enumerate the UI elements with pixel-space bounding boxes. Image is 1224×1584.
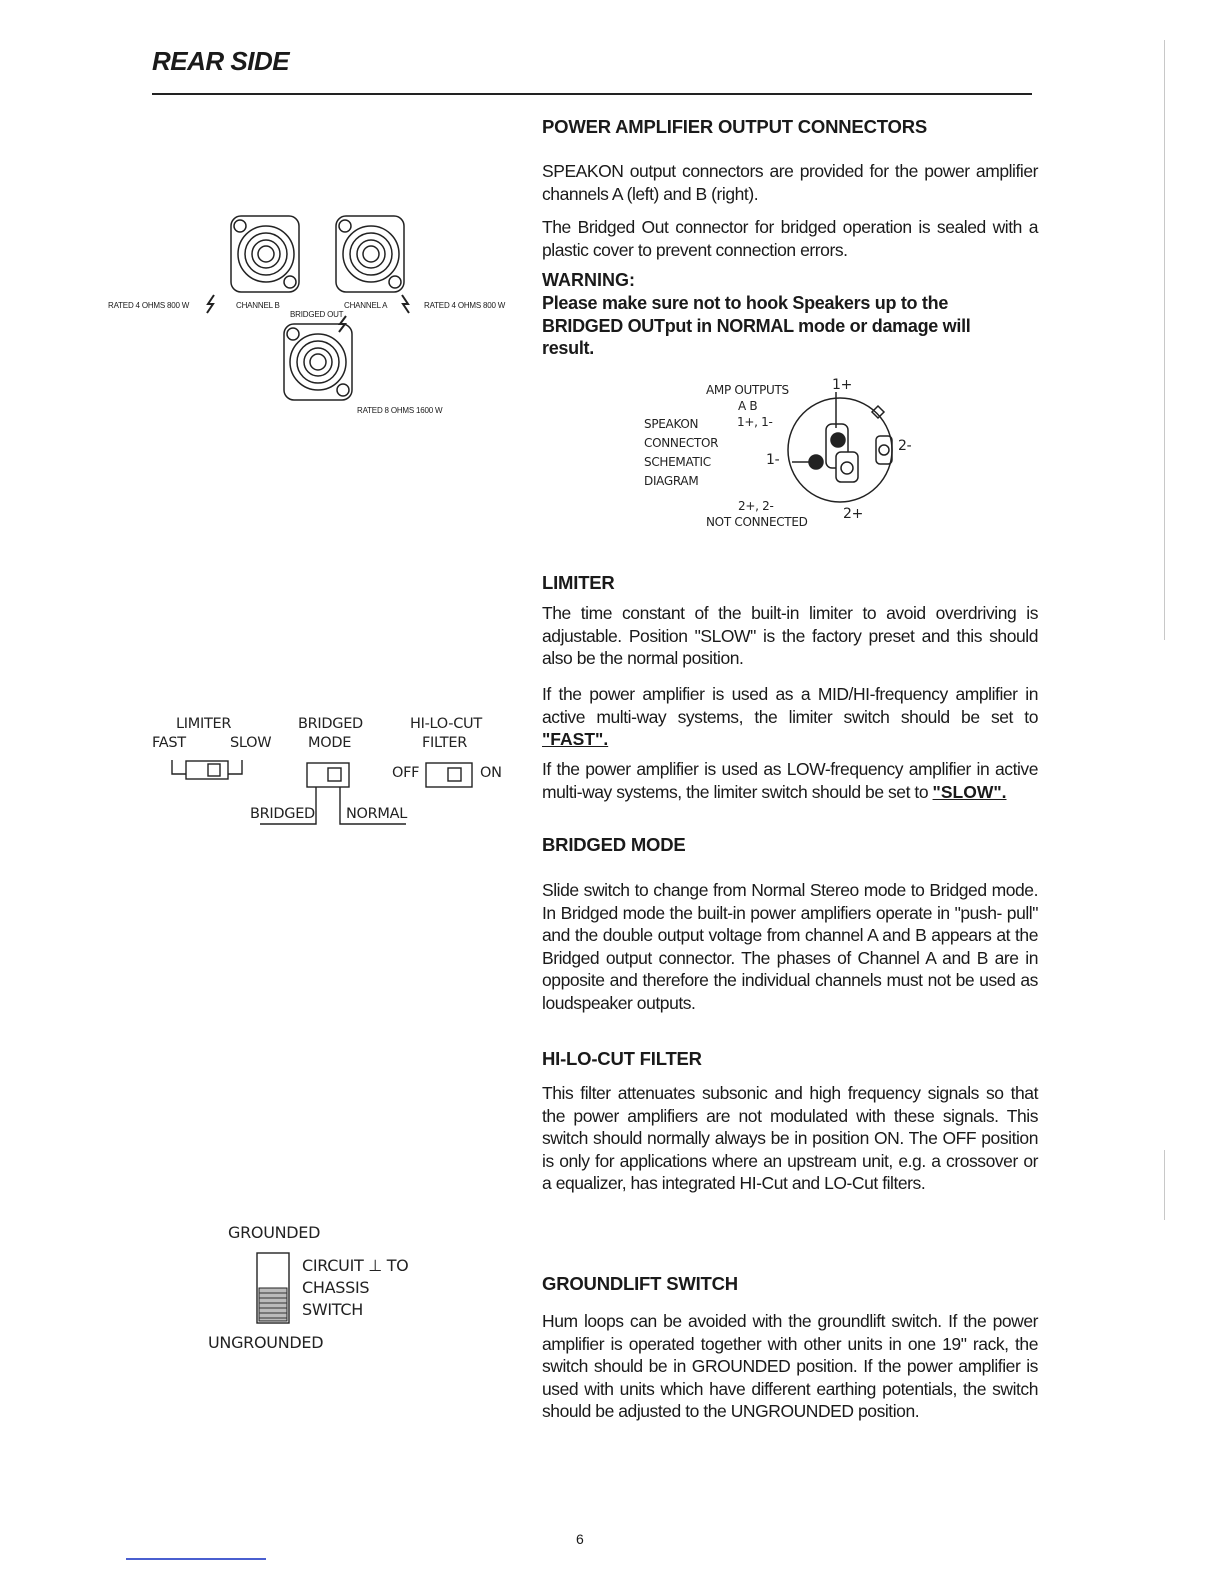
switch-panel-drawing	[150, 752, 530, 832]
heading-groundlift: GROUNDLIFT SWITCH	[542, 1273, 738, 1294]
lightning-icon	[402, 295, 409, 313]
limiter-para-1: The time constant of the built-in limiter to avoid overdriving is adjustable. Position "SLOW" is the factory preset and this should also be the normal position.	[542, 603, 1038, 668]
speakon-schematic-drawing	[780, 388, 910, 518]
limiter-para-3-text: If the power amplifier is used as LOW-frequency amplifier in active multi-way systems, the limiter switch should be set to	[542, 759, 1038, 802]
schem-schematic: SCHEMATIC	[644, 455, 711, 469]
label-slow: SLOW	[230, 735, 272, 751]
label-bridged-out: BRIDGED OUT	[290, 310, 344, 319]
title-rule	[152, 93, 1032, 95]
label-fast: FAST	[152, 735, 186, 751]
label-hilocut: HI-LO-CUT	[410, 716, 482, 732]
label-off: OFF	[392, 765, 420, 781]
schem-pins-2: 2+, 2-	[738, 499, 774, 513]
output-para-2: The Bridged Out connector for bridged operation is sealed with a plastic cover to prevent connection errors.	[542, 217, 1038, 260]
hilocut-para: This filter attenuates subsonic and high frequency signals so that the power amplifiers are not modulated with these signals. This switch should normally always be in position ON. The OFF position is only for applications where an upstream unit, e.g. a crossover or a equalizer, has integrated HI-Cut and LO-Cut filters.	[542, 1083, 1038, 1193]
limiter-slow-emphasis: "SLOW".	[932, 781, 1007, 802]
bridged-mode-switch[interactable]	[260, 763, 406, 824]
heading-limiter: LIMITER	[542, 572, 615, 593]
label-grounded: GROUNDED	[228, 1223, 321, 1242]
schem-speakon: SPEAKON	[644, 417, 699, 431]
schem-pin-2plus: 2+	[843, 506, 864, 522]
warning-heading: WARNING:	[542, 270, 635, 290]
margin-mark	[1164, 40, 1165, 640]
label-circuit: CIRCUIT ⊥ TO	[302, 1256, 409, 1275]
schem-diagram: DIAGRAM	[644, 474, 699, 488]
limiter-para-2-text: If the power amplifier is used as a MID/HI-frequency amplifier in active multi-way systems, the limiter switch should be set to	[542, 684, 1038, 727]
label-bridged-mode: BRIDGED	[298, 716, 363, 732]
label-on: ON	[480, 765, 502, 781]
page-number: 6	[576, 1531, 584, 1547]
schem-amp-outputs: AMP OUTPUTS	[706, 383, 789, 397]
label-rated-a: RATED 4 OHMS 800 W	[424, 301, 506, 310]
label-ungrounded: UNGROUNDED	[208, 1333, 324, 1352]
page-title: REAR SIDE	[152, 46, 290, 76]
limiter-switch[interactable]	[172, 760, 242, 779]
heading-bridged-mode: BRIDGED MODE	[542, 834, 686, 855]
output-para-1: SPEAKON output connectors are provided for the power amplifier channels A (left) and B (right).	[542, 161, 1038, 204]
margin-mark-lower	[1164, 1150, 1165, 1220]
bridged-para: Slide switch to change from Normal Stereo mode to Bridged mode. In Bridged mode the built-in power amplifiers operate in "push- pull" and the double output voltage from channel A and B appears at the Bridged output connector. The phases of Channel A and B are in opposite and therefore the individual channels must not be used as loudspeaker outputs.	[542, 880, 1038, 1013]
schem-pin-1minus: 1-	[766, 452, 780, 468]
connector-channel-b	[231, 216, 299, 292]
label-normal: NORMAL	[346, 806, 408, 822]
label-channel-b: CHANNEL B	[236, 301, 280, 310]
label-mode: MODE	[308, 735, 352, 751]
groundlift-para: Hum loops can be avoided with the groundlift switch. If the power amplifier is operated together with other units in one 19" rack, the switch should be in GROUNDED position. If the power amplifier is used with units which have different earthing potentials, the switch should be adjusted to the UNGROUNDED position.	[542, 1311, 1038, 1421]
hilocut-switch[interactable]	[426, 763, 472, 787]
label-limiter: LIMITER	[176, 716, 232, 732]
warning-body: Please make sure not to hook Speakers up to the BRIDGED OUTput in NORMAL mode or damage will result.	[542, 293, 971, 358]
label-switch: SWITCH	[302, 1300, 363, 1319]
connector-bridged-out	[284, 324, 352, 400]
label-chassis: CHASSIS	[302, 1278, 370, 1297]
schem-ab: A B	[738, 399, 758, 413]
label-channel-a: CHANNEL A	[344, 301, 388, 310]
label-rated-bridged: RATED 8 OHMS 1600 W	[357, 406, 443, 415]
footer-mark	[126, 1558, 266, 1560]
groundlift-switch-drawing[interactable]	[256, 1252, 292, 1326]
heading-hilocut: HI-LO-CUT FILTER	[542, 1048, 702, 1069]
lightning-icon	[207, 295, 214, 313]
schem-pin-2minus: 2-	[898, 438, 912, 454]
heading-output-connectors: POWER AMPLIFIER OUTPUT CONNECTORS	[542, 116, 927, 137]
limiter-fast-emphasis: "FAST".	[542, 729, 609, 749]
connector-channel-a	[336, 216, 404, 292]
schem-pins-1: 1+, 1-	[737, 415, 773, 429]
schem-pin-1plus: 1+	[832, 377, 853, 393]
label-rated-b: RATED 4 OHMS 800 W	[108, 301, 190, 310]
schem-not-connected: NOT CONNECTED	[706, 515, 808, 529]
label-filter: FILTER	[422, 735, 467, 751]
schem-connector: CONNECTOR	[644, 436, 719, 450]
label-bridged: BRIDGED	[250, 806, 315, 822]
limiter-para-2	[542, 683, 1038, 751]
limiter-para-3	[542, 758, 1038, 803]
